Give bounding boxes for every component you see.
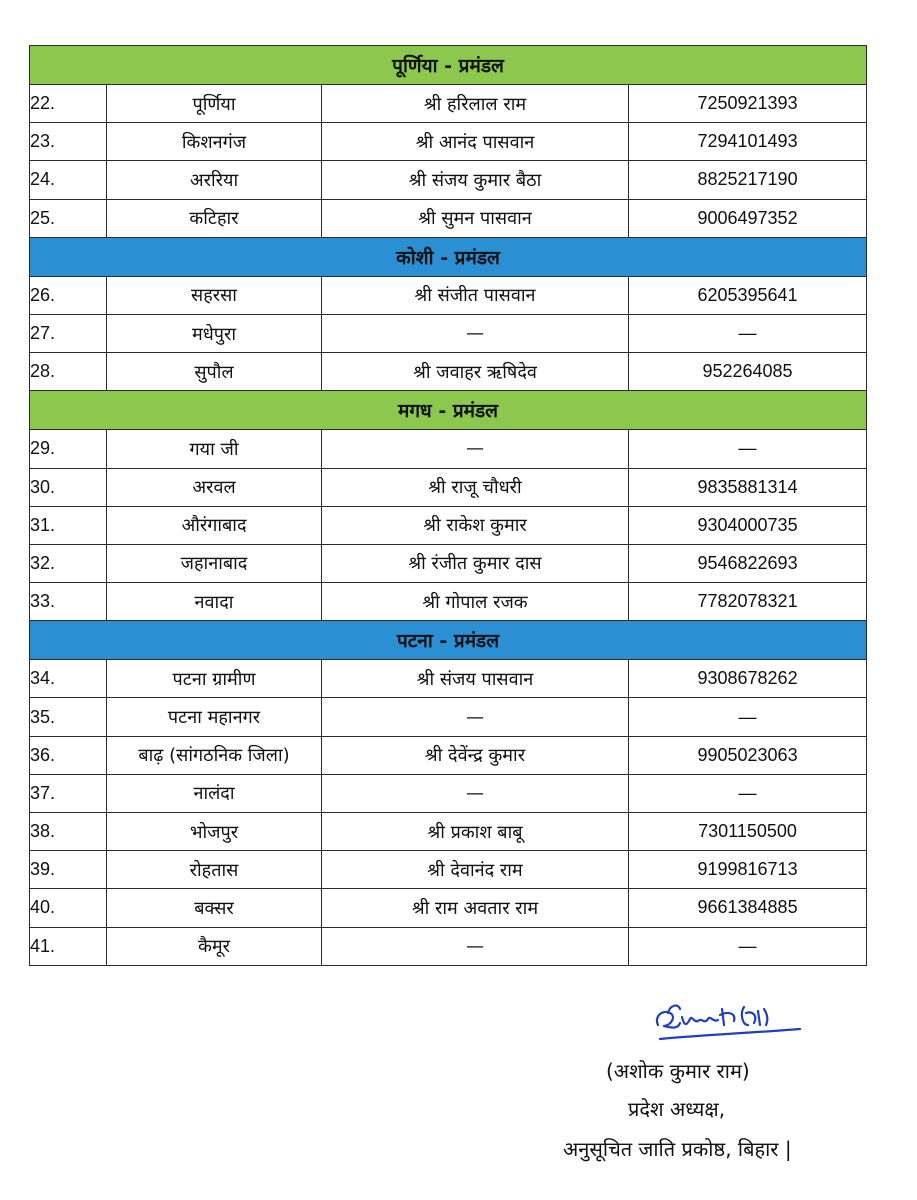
table-row [30,468,867,506]
table-row [30,314,867,352]
member-name-cell: श्री प्रकाश बाबू [322,813,629,851]
serial-number-cell: 28. [30,353,107,391]
table-row [30,736,867,774]
serial-number-cell: 30. [30,468,107,506]
member-name-cell: — [322,698,629,736]
member-name-cell: श्री संजय पासवान [322,660,629,698]
phone-number-cell: 8825217190 [629,161,867,199]
member-name-cell: श्री संजीत पासवान [322,276,629,314]
serial-number-cell: 24. [30,161,107,199]
district-cell: रोहतास [107,851,322,889]
phone-number-cell: — [629,774,867,812]
district-cell: सहरसा [107,276,322,314]
district-cell: अररिया [107,161,322,199]
table-row [30,660,867,698]
signatory-name: (अशोक कुमार राम) [606,1059,750,1083]
district-roster-table [29,45,867,966]
table-row [30,276,867,314]
roster-body [30,46,867,966]
serial-number-cell: 23. [30,123,107,161]
table-row [30,851,867,889]
table-row [30,430,867,468]
division-title: पूर्णिया - प्रमंडल [30,46,867,85]
serial-number-cell: 34. [30,660,107,698]
district-cell: बाढ़ (सांगठनिक जिला) [107,736,322,774]
serial-number-cell: 41. [30,927,107,965]
serial-number-cell: 27. [30,314,107,352]
table-row [30,85,867,123]
table-row [30,544,867,582]
serial-number-cell: 29. [30,430,107,468]
member-name-cell: श्री जवाहर ऋषिदेव [322,353,629,391]
table-row [30,698,867,736]
phone-number-cell: 952264085 [629,353,867,391]
member-name-cell: श्री आनंद पासवान [322,123,629,161]
serial-number-cell: 33. [30,583,107,621]
serial-number-cell: 25. [30,199,107,237]
member-name-cell: श्री हरिलाल राम [322,85,629,123]
phone-number-cell: 7294101493 [629,123,867,161]
serial-number-cell: 36. [30,736,107,774]
table-row [30,774,867,812]
member-name-cell: — [322,927,629,965]
member-name-cell: श्री संजय कुमार बैठा [322,161,629,199]
phone-number-cell: 9546822693 [629,544,867,582]
table-row [30,813,867,851]
phone-number-cell: 9006497352 [629,199,867,237]
division-header-row [30,621,867,660]
district-cell: औरंगाबाद [107,506,322,544]
phone-number-cell: 9905023063 [629,736,867,774]
division-header-row [30,237,867,276]
serial-number-cell: 38. [30,813,107,851]
member-name-cell: — [322,430,629,468]
member-name-cell: श्री राम अवतार राम [322,889,629,927]
phone-number-cell: 6205395641 [629,276,867,314]
serial-number-cell: 32. [30,544,107,582]
signatory-organization: अनुसूचित जाति प्रकोष्ठ, बिहार | [563,1137,792,1161]
table-row [30,353,867,391]
table-row [30,123,867,161]
table-row [30,583,867,621]
phone-number-cell: 7782078321 [629,583,867,621]
division-header-row [30,46,867,85]
serial-number-cell: 35. [30,698,107,736]
signature-block [520,995,880,1195]
district-cell: किशनगंज [107,123,322,161]
handwritten-signature [650,995,810,1050]
district-cell: पूर्णिया [107,85,322,123]
phone-number-cell: 9304000735 [629,506,867,544]
district-cell: कैमूर [107,927,322,965]
serial-number-cell: 31. [30,506,107,544]
member-name-cell: श्री रंजीत कुमार दास [322,544,629,582]
district-cell: गया जी [107,430,322,468]
signatory-title: प्रदेश अध्यक्ष, [628,1097,726,1121]
phone-number-cell: — [629,430,867,468]
district-cell: बक्सर [107,889,322,927]
district-cell: नवादा [107,583,322,621]
district-cell: मधेपुरा [107,314,322,352]
member-name-cell: श्री देवानंद राम [322,851,629,889]
phone-number-cell: 7301150500 [629,813,867,851]
table-row [30,889,867,927]
district-cell: अरवल [107,468,322,506]
serial-number-cell: 37. [30,774,107,812]
phone-number-cell: 7250921393 [629,85,867,123]
member-name-cell: श्री गोपाल रजक [322,583,629,621]
member-name-cell: — [322,314,629,352]
district-cell: पटना महानगर [107,698,322,736]
district-cell: भोजपुर [107,813,322,851]
phone-number-cell: — [629,927,867,965]
phone-number-cell: 9661384885 [629,889,867,927]
division-header-row [30,391,867,430]
serial-number-cell: 26. [30,276,107,314]
member-name-cell: श्री राकेश कुमार [322,506,629,544]
district-cell: सुपौल [107,353,322,391]
phone-number-cell: 9835881314 [629,468,867,506]
serial-number-cell: 22. [30,85,107,123]
division-title: कोशी - प्रमंडल [30,237,867,276]
member-name-cell: श्री सुमन पासवान [322,199,629,237]
district-cell: कटिहार [107,199,322,237]
serial-number-cell: 39. [30,851,107,889]
member-name-cell: श्री देवेंन्द्र कुमार [322,736,629,774]
district-cell: जहानाबाद [107,544,322,582]
phone-number-cell: — [629,698,867,736]
table-row [30,199,867,237]
phone-number-cell: 9199816713 [629,851,867,889]
district-cell: पटना ग्रामीण [107,660,322,698]
table-row [30,506,867,544]
table-row [30,927,867,965]
phone-number-cell: — [629,314,867,352]
serial-number-cell: 40. [30,889,107,927]
table-row [30,161,867,199]
district-cell: नालंदा [107,774,322,812]
phone-number-cell: 9308678262 [629,660,867,698]
division-title: मगध - प्रमंडल [30,391,867,430]
member-name-cell: श्री राजू चौधरी [322,468,629,506]
division-title: पटना - प्रमंडल [30,621,867,660]
member-name-cell: — [322,774,629,812]
